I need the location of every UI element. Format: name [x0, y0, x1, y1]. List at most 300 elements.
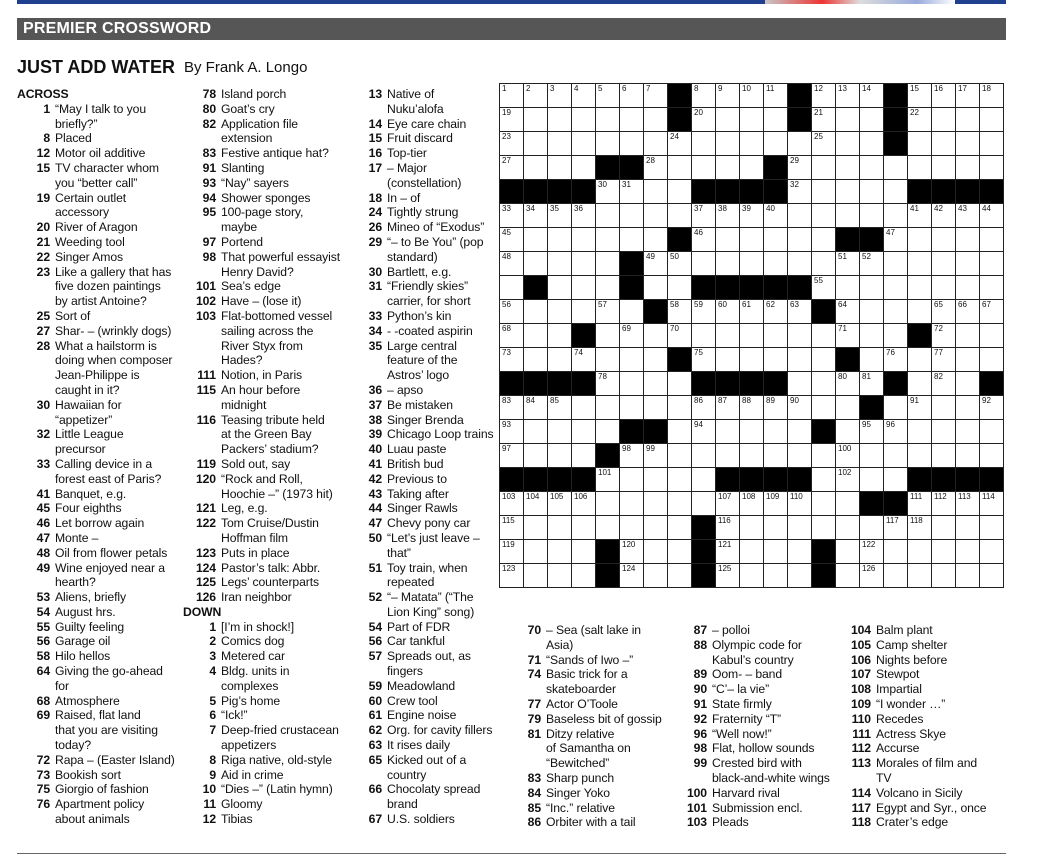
- grid-cell[interactable]: [908, 276, 932, 300]
- grid-cell[interactable]: [620, 324, 644, 348]
- grid-cell[interactable]: [620, 468, 644, 492]
- grid-cell[interactable]: [620, 132, 644, 156]
- grid-cell[interactable]: [668, 204, 692, 228]
- grid-cell[interactable]: [500, 132, 524, 156]
- grid-cell[interactable]: [956, 228, 980, 252]
- grid-cell[interactable]: [620, 492, 644, 516]
- grid-cell[interactable]: [956, 444, 980, 468]
- grid-cell[interactable]: [740, 348, 764, 372]
- grid-cell[interactable]: [956, 492, 980, 516]
- grid-cell[interactable]: [860, 84, 884, 108]
- grid-cell[interactable]: [644, 324, 668, 348]
- grid-cell[interactable]: [500, 540, 524, 564]
- grid-cell[interactable]: [860, 252, 884, 276]
- grid-cell[interactable]: [716, 540, 740, 564]
- grid-cell[interactable]: [932, 348, 956, 372]
- grid-cell[interactable]: [740, 252, 764, 276]
- grid-cell[interactable]: [788, 204, 812, 228]
- grid-cell[interactable]: [812, 444, 836, 468]
- grid-cell[interactable]: [836, 564, 860, 588]
- grid-cell[interactable]: [980, 204, 1004, 228]
- grid-cell[interactable]: [524, 108, 548, 132]
- grid-cell[interactable]: [596, 108, 620, 132]
- grid-cell[interactable]: [620, 204, 644, 228]
- grid-cell[interactable]: [524, 540, 548, 564]
- grid-cell[interactable]: [764, 516, 788, 540]
- grid-cell[interactable]: [788, 156, 812, 180]
- grid-cell[interactable]: [860, 564, 884, 588]
- grid-cell[interactable]: [908, 228, 932, 252]
- grid-cell[interactable]: [884, 420, 908, 444]
- grid-cell[interactable]: [764, 252, 788, 276]
- grid-cell[interactable]: [548, 84, 572, 108]
- grid-cell[interactable]: [500, 228, 524, 252]
- grid-cell[interactable]: [836, 156, 860, 180]
- grid-cell[interactable]: [860, 132, 884, 156]
- grid-cell[interactable]: [908, 396, 932, 420]
- grid-cell[interactable]: [524, 396, 548, 420]
- grid-cell[interactable]: [500, 156, 524, 180]
- grid-cell[interactable]: [596, 348, 620, 372]
- grid-cell[interactable]: [812, 228, 836, 252]
- grid-cell[interactable]: [644, 108, 668, 132]
- grid-cell[interactable]: [836, 516, 860, 540]
- grid-cell[interactable]: [524, 492, 548, 516]
- grid-cell[interactable]: [788, 564, 812, 588]
- grid-cell[interactable]: [500, 444, 524, 468]
- grid-cell[interactable]: [764, 396, 788, 420]
- grid-cell[interactable]: [620, 228, 644, 252]
- grid-cell[interactable]: [788, 348, 812, 372]
- grid-cell[interactable]: [620, 300, 644, 324]
- grid-cell[interactable]: [596, 492, 620, 516]
- grid-cell[interactable]: [980, 516, 1004, 540]
- grid-cell[interactable]: [668, 396, 692, 420]
- grid-cell[interactable]: [740, 132, 764, 156]
- grid-cell[interactable]: [788, 300, 812, 324]
- grid-cell[interactable]: [884, 564, 908, 588]
- grid-cell[interactable]: [500, 276, 524, 300]
- grid-cell[interactable]: [956, 156, 980, 180]
- grid-cell[interactable]: [668, 300, 692, 324]
- grid-cell[interactable]: [860, 276, 884, 300]
- grid-cell[interactable]: [500, 108, 524, 132]
- grid-cell[interactable]: [668, 252, 692, 276]
- grid-cell[interactable]: [596, 468, 620, 492]
- grid-cell[interactable]: [644, 204, 668, 228]
- grid-cell[interactable]: [788, 396, 812, 420]
- grid-cell[interactable]: [908, 516, 932, 540]
- grid-cell[interactable]: [596, 132, 620, 156]
- grid-cell[interactable]: [548, 444, 572, 468]
- grid-cell[interactable]: [788, 132, 812, 156]
- grid-cell[interactable]: [788, 228, 812, 252]
- grid-cell[interactable]: [788, 420, 812, 444]
- grid-cell[interactable]: [524, 564, 548, 588]
- grid-cell[interactable]: [500, 348, 524, 372]
- grid-cell[interactable]: [836, 276, 860, 300]
- grid-cell[interactable]: [500, 516, 524, 540]
- grid-cell[interactable]: [788, 516, 812, 540]
- grid-cell[interactable]: [764, 348, 788, 372]
- grid-cell[interactable]: [692, 204, 716, 228]
- grid-cell[interactable]: [884, 156, 908, 180]
- grid-cell[interactable]: [836, 204, 860, 228]
- grid-cell[interactable]: [980, 228, 1004, 252]
- grid-cell[interactable]: [692, 300, 716, 324]
- grid-cell[interactable]: [980, 492, 1004, 516]
- grid-cell[interactable]: [884, 204, 908, 228]
- grid-cell[interactable]: [956, 516, 980, 540]
- grid-cell[interactable]: [596, 252, 620, 276]
- grid-cell[interactable]: [836, 132, 860, 156]
- grid-cell[interactable]: [836, 300, 860, 324]
- grid-cell[interactable]: [980, 156, 1004, 180]
- grid-cell[interactable]: [812, 516, 836, 540]
- grid-cell[interactable]: [500, 564, 524, 588]
- grid-cell[interactable]: [884, 228, 908, 252]
- grid-cell[interactable]: [788, 444, 812, 468]
- grid-cell[interactable]: [692, 252, 716, 276]
- grid-cell[interactable]: [932, 396, 956, 420]
- grid-cell[interactable]: [836, 396, 860, 420]
- grid-cell[interactable]: [860, 204, 884, 228]
- grid-cell[interactable]: [572, 228, 596, 252]
- grid-cell[interactable]: [548, 300, 572, 324]
- grid-cell[interactable]: [716, 300, 740, 324]
- grid-cell[interactable]: [548, 492, 572, 516]
- grid-cell[interactable]: [500, 420, 524, 444]
- grid-cell[interactable]: [692, 420, 716, 444]
- grid-cell[interactable]: [980, 132, 1004, 156]
- grid-cell[interactable]: [548, 228, 572, 252]
- grid-cell[interactable]: [548, 420, 572, 444]
- grid-cell[interactable]: [788, 540, 812, 564]
- grid-cell[interactable]: [956, 204, 980, 228]
- grid-cell[interactable]: [956, 276, 980, 300]
- grid-cell[interactable]: [884, 252, 908, 276]
- grid-cell[interactable]: [620, 444, 644, 468]
- grid-cell[interactable]: [716, 108, 740, 132]
- grid-cell[interactable]: [716, 564, 740, 588]
- grid-cell[interactable]: [860, 180, 884, 204]
- grid-cell[interactable]: [764, 132, 788, 156]
- grid-cell[interactable]: [956, 84, 980, 108]
- grid-cell[interactable]: [932, 444, 956, 468]
- grid-cell[interactable]: [812, 156, 836, 180]
- grid-cell[interactable]: [548, 564, 572, 588]
- grid-cell[interactable]: [644, 540, 668, 564]
- grid-cell[interactable]: [524, 204, 548, 228]
- grid-cell[interactable]: [956, 132, 980, 156]
- grid-cell[interactable]: [572, 420, 596, 444]
- grid-cell[interactable]: [980, 324, 1004, 348]
- grid-cell[interactable]: [740, 228, 764, 252]
- grid-cell[interactable]: [716, 516, 740, 540]
- grid-cell[interactable]: [908, 204, 932, 228]
- crossword-grid[interactable]: [499, 83, 1004, 588]
- grid-cell[interactable]: [836, 492, 860, 516]
- grid-cell[interactable]: [572, 276, 596, 300]
- grid-cell[interactable]: [668, 444, 692, 468]
- grid-cell[interactable]: [836, 468, 860, 492]
- grid-cell[interactable]: [932, 324, 956, 348]
- grid-cell[interactable]: [932, 564, 956, 588]
- grid-cell[interactable]: [932, 516, 956, 540]
- grid-cell[interactable]: [596, 84, 620, 108]
- grid-cell[interactable]: [980, 396, 1004, 420]
- grid-cell[interactable]: [764, 420, 788, 444]
- grid-cell[interactable]: [596, 204, 620, 228]
- grid-cell[interactable]: [668, 540, 692, 564]
- grid-cell[interactable]: [908, 252, 932, 276]
- grid-cell[interactable]: [908, 156, 932, 180]
- grid-cell[interactable]: [524, 420, 548, 444]
- grid-cell[interactable]: [908, 300, 932, 324]
- grid-cell[interactable]: [860, 372, 884, 396]
- grid-cell[interactable]: [884, 348, 908, 372]
- grid-cell[interactable]: [620, 84, 644, 108]
- grid-cell[interactable]: [644, 564, 668, 588]
- grid-cell[interactable]: [884, 324, 908, 348]
- grid-cell[interactable]: [644, 252, 668, 276]
- grid-cell[interactable]: [692, 84, 716, 108]
- grid-cell[interactable]: [620, 516, 644, 540]
- grid-cell[interactable]: [596, 372, 620, 396]
- grid-cell[interactable]: [716, 84, 740, 108]
- grid-cell[interactable]: [764, 204, 788, 228]
- grid-cell[interactable]: [884, 180, 908, 204]
- grid-cell[interactable]: [932, 252, 956, 276]
- grid-cell[interactable]: [620, 564, 644, 588]
- grid-cell[interactable]: [980, 420, 1004, 444]
- grid-cell[interactable]: [644, 156, 668, 180]
- grid-cell[interactable]: [716, 492, 740, 516]
- grid-cell[interactable]: [596, 228, 620, 252]
- grid-cell[interactable]: [764, 300, 788, 324]
- grid-cell[interactable]: [524, 132, 548, 156]
- grid-cell[interactable]: [548, 324, 572, 348]
- grid-cell[interactable]: [764, 564, 788, 588]
- grid-cell[interactable]: [668, 468, 692, 492]
- grid-cell[interactable]: [812, 276, 836, 300]
- grid-cell[interactable]: [836, 540, 860, 564]
- grid-cell[interactable]: [932, 276, 956, 300]
- grid-cell[interactable]: [572, 444, 596, 468]
- grid-cell[interactable]: [956, 348, 980, 372]
- grid-cell[interactable]: [572, 204, 596, 228]
- grid-cell[interactable]: [836, 252, 860, 276]
- grid-cell[interactable]: [812, 108, 836, 132]
- grid-cell[interactable]: [812, 180, 836, 204]
- grid-cell[interactable]: [668, 492, 692, 516]
- grid-cell[interactable]: [572, 252, 596, 276]
- grid-cell[interactable]: [668, 372, 692, 396]
- grid-cell[interactable]: [908, 420, 932, 444]
- grid-cell[interactable]: [884, 444, 908, 468]
- grid-cell[interactable]: [836, 180, 860, 204]
- grid-cell[interactable]: [764, 444, 788, 468]
- grid-cell[interactable]: [980, 84, 1004, 108]
- grid-cell[interactable]: [524, 228, 548, 252]
- grid-cell[interactable]: [980, 276, 1004, 300]
- grid-cell[interactable]: [668, 420, 692, 444]
- grid-cell[interactable]: [572, 396, 596, 420]
- grid-cell[interactable]: [716, 324, 740, 348]
- grid-cell[interactable]: [500, 324, 524, 348]
- grid-cell[interactable]: [740, 204, 764, 228]
- grid-cell[interactable]: [908, 444, 932, 468]
- grid-cell[interactable]: [740, 324, 764, 348]
- grid-cell[interactable]: [932, 204, 956, 228]
- grid-cell[interactable]: [692, 444, 716, 468]
- grid-cell[interactable]: [908, 492, 932, 516]
- grid-cell[interactable]: [644, 228, 668, 252]
- grid-cell[interactable]: [956, 420, 980, 444]
- grid-cell[interactable]: [500, 252, 524, 276]
- grid-cell[interactable]: [668, 324, 692, 348]
- grid-cell[interactable]: [908, 348, 932, 372]
- grid-cell[interactable]: [812, 348, 836, 372]
- grid-cell[interactable]: [836, 372, 860, 396]
- grid-cell[interactable]: [524, 252, 548, 276]
- grid-cell[interactable]: [644, 276, 668, 300]
- grid-cell[interactable]: [836, 420, 860, 444]
- grid-cell[interactable]: [548, 204, 572, 228]
- grid-cell[interactable]: [740, 564, 764, 588]
- grid-cell[interactable]: [836, 108, 860, 132]
- grid-cell[interactable]: [812, 324, 836, 348]
- grid-cell[interactable]: [668, 180, 692, 204]
- grid-cell[interactable]: [956, 396, 980, 420]
- grid-cell[interactable]: [548, 156, 572, 180]
- grid-cell[interactable]: [908, 108, 932, 132]
- grid-cell[interactable]: [572, 516, 596, 540]
- grid-cell[interactable]: [764, 228, 788, 252]
- grid-cell[interactable]: [788, 252, 812, 276]
- grid-cell[interactable]: [644, 132, 668, 156]
- grid-cell[interactable]: [860, 420, 884, 444]
- grid-cell[interactable]: [740, 156, 764, 180]
- grid-cell[interactable]: [836, 444, 860, 468]
- grid-cell[interactable]: [644, 372, 668, 396]
- grid-cell[interactable]: [596, 516, 620, 540]
- grid-cell[interactable]: [956, 324, 980, 348]
- grid-cell[interactable]: [572, 540, 596, 564]
- grid-cell[interactable]: [572, 492, 596, 516]
- grid-cell[interactable]: [812, 204, 836, 228]
- grid-cell[interactable]: [596, 420, 620, 444]
- grid-cell[interactable]: [956, 252, 980, 276]
- grid-cell[interactable]: [884, 468, 908, 492]
- grid-cell[interactable]: [548, 516, 572, 540]
- grid-cell[interactable]: [812, 84, 836, 108]
- grid-cell[interactable]: [596, 180, 620, 204]
- grid-cell[interactable]: [572, 84, 596, 108]
- grid-cell[interactable]: [644, 492, 668, 516]
- grid-cell[interactable]: [932, 108, 956, 132]
- grid-cell[interactable]: [500, 396, 524, 420]
- grid-cell[interactable]: [788, 372, 812, 396]
- grid-cell[interactable]: [932, 420, 956, 444]
- grid-cell[interactable]: [980, 540, 1004, 564]
- grid-cell[interactable]: [788, 492, 812, 516]
- grid-cell[interactable]: [932, 156, 956, 180]
- grid-cell[interactable]: [692, 492, 716, 516]
- grid-cell[interactable]: [644, 84, 668, 108]
- grid-cell[interactable]: [740, 540, 764, 564]
- grid-cell[interactable]: [932, 228, 956, 252]
- grid-cell[interactable]: [860, 468, 884, 492]
- grid-cell[interactable]: [668, 132, 692, 156]
- grid-cell[interactable]: [860, 540, 884, 564]
- grid-cell[interactable]: [812, 492, 836, 516]
- grid-cell[interactable]: [572, 108, 596, 132]
- grid-cell[interactable]: [548, 540, 572, 564]
- grid-cell[interactable]: [716, 348, 740, 372]
- grid-cell[interactable]: [908, 564, 932, 588]
- grid-cell[interactable]: [572, 300, 596, 324]
- grid-cell[interactable]: [740, 84, 764, 108]
- grid-cell[interactable]: [764, 84, 788, 108]
- grid-cell[interactable]: [980, 348, 1004, 372]
- grid-cell[interactable]: [644, 396, 668, 420]
- grid-cell[interactable]: [764, 108, 788, 132]
- grid-cell[interactable]: [548, 108, 572, 132]
- grid-cell[interactable]: [812, 372, 836, 396]
- grid-cell[interactable]: [836, 84, 860, 108]
- grid-cell[interactable]: [908, 372, 932, 396]
- grid-cell[interactable]: [740, 444, 764, 468]
- grid-cell[interactable]: [548, 396, 572, 420]
- grid-cell[interactable]: [692, 468, 716, 492]
- grid-cell[interactable]: [548, 252, 572, 276]
- grid-cell[interactable]: [620, 540, 644, 564]
- grid-cell[interactable]: [884, 540, 908, 564]
- grid-cell[interactable]: [692, 132, 716, 156]
- grid-cell[interactable]: [860, 108, 884, 132]
- grid-cell[interactable]: [764, 324, 788, 348]
- grid-cell[interactable]: [716, 252, 740, 276]
- grid-cell[interactable]: [620, 396, 644, 420]
- grid-cell[interactable]: [644, 468, 668, 492]
- grid-cell[interactable]: [932, 132, 956, 156]
- grid-cell[interactable]: [812, 396, 836, 420]
- grid-cell[interactable]: [572, 132, 596, 156]
- grid-cell[interactable]: [980, 252, 1004, 276]
- grid-cell[interactable]: [716, 132, 740, 156]
- grid-cell[interactable]: [812, 252, 836, 276]
- grid-cell[interactable]: [668, 516, 692, 540]
- grid-cell[interactable]: [524, 156, 548, 180]
- grid-cell[interactable]: [740, 396, 764, 420]
- grid-cell[interactable]: [884, 300, 908, 324]
- grid-cell[interactable]: [572, 156, 596, 180]
- grid-cell[interactable]: [980, 444, 1004, 468]
- grid-cell[interactable]: [788, 324, 812, 348]
- grid-cell[interactable]: [644, 348, 668, 372]
- grid-cell[interactable]: [740, 108, 764, 132]
- grid-cell[interactable]: [956, 564, 980, 588]
- grid-cell[interactable]: [596, 396, 620, 420]
- grid-cell[interactable]: [620, 348, 644, 372]
- grid-cell[interactable]: [980, 108, 1004, 132]
- grid-cell[interactable]: [716, 420, 740, 444]
- grid-cell[interactable]: [932, 540, 956, 564]
- grid-cell[interactable]: [500, 300, 524, 324]
- grid-cell[interactable]: [812, 132, 836, 156]
- grid-cell[interactable]: [740, 420, 764, 444]
